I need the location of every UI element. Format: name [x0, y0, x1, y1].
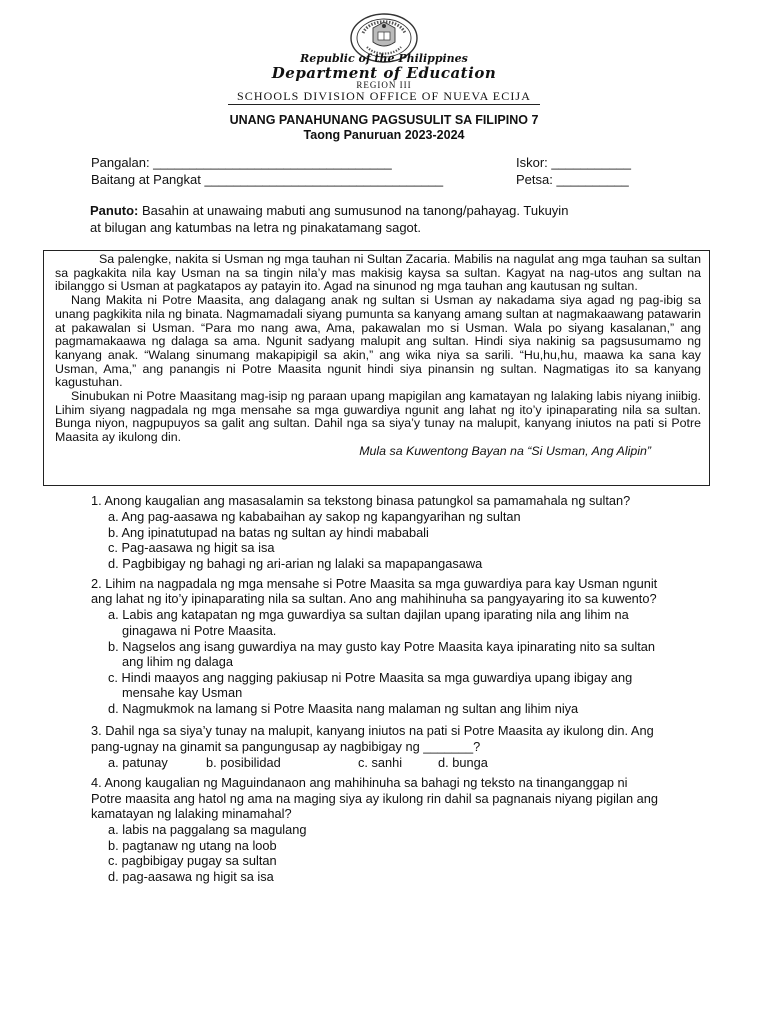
passage-source: Mula sa Kuwentong Bayan na “Si Usman, Ang Alipin”	[359, 443, 651, 458]
question-3-option-b[interactable]: b. posibilidad	[206, 755, 281, 770]
question-2-option-b[interactable]: b. Nagselos ang isang guwardiya na may gusto kay Potre Maasita kaya ipinarating nito sa sultan	[108, 639, 656, 654]
question-3-option-a[interactable]: a. patunay	[108, 755, 168, 770]
letterhead-division: SCHOOLS DIVISION OFFICE OF NUEVA ECIJA	[237, 89, 531, 103]
question-2-option-a-cont: ginagawa ni Potre Maasita.	[122, 623, 277, 638]
name-field[interactable]: Pangalan: _________________________________	[91, 155, 392, 170]
exam-title: UNANG PANAHUNANG PAGSUSULIT SA FILIPINO 7	[229, 113, 539, 127]
directions-label: Panuto:	[90, 203, 139, 218]
question-3-option-c[interactable]: c. sanhi	[358, 755, 403, 770]
reading-passage	[43, 250, 710, 486]
score-field[interactable]: Iskor: ___________	[516, 155, 631, 170]
question-2-option-d[interactable]: d. Nagmukmok na lamang si Potre Maasita nang malaman ng sultan ang lihim niya	[108, 701, 579, 716]
passage-paragraph-3: Sinubukan ni Potre Maasitang mag-isip ng paraan upang mapigilan ang kamatayan ng lalaking labis niyang iniibig. Lihim siyang nagpadala ng mga mensahe sa mga guwardiya ngunit ang lahat ng ito’y ipinaparating nila sa sultan. Bunga niyon, nagpupuyos sa galit ang sultan. Dahil nga sa siya’y tunay na malupit, kanyang iniutos na pati si Potre Maasita ay ikulong din.	[55, 389, 701, 445]
question-3-option-d[interactable]: d. bunga	[438, 755, 488, 770]
date-field[interactable]: Petsa: __________	[516, 172, 629, 187]
passage-paragraph-1: Sa palengke, nakita si Usman ng mga tauhan ni Sultan Zacaria. Mabilis na nagulat ang mga tauhan sa sultan sa pagkakita nila kay Usman na sa tingin nila’y mas makisig kaysa sa sultan. Kagyat na nag-utos ang sultan na ibilanggo si Usman at pagkatapos ay patayin ito. Agad na sinunod ng mga tauhan ang kautusan ng sultan.	[55, 252, 701, 294]
question-4-option-d[interactable]: d. pag-aasawa ng higit sa isa	[108, 869, 274, 884]
question-2-option-b-cont: ang lihim ng dalaga	[122, 654, 233, 669]
question-1-option-b[interactable]: b. Ang ipinatutupad na batas ng sultan ay hindi mababali	[108, 525, 429, 540]
directions	[90, 202, 690, 236]
question-3-options	[108, 755, 528, 771]
question-1-stem: 1. Anong kaugalian ang masasalamin sa tekstong binasa patungkol sa pamamahala ng sultan?	[91, 493, 631, 508]
question-2-stem-line-2: ang lahat ng ito’y ipinaparating nila sa sultan. Ano ang mahihinuha sa pangyayaring ito sa kuwento?	[91, 591, 657, 606]
question-2-stem-line-1: 2. Lihim na nagpadala ng mga mensahe si Potre Maasita sa mga guwardiya para kay Usman ngunit	[91, 576, 658, 591]
question-2-option-c[interactable]: c. Hindi maayos ang nagging pakiusap ni Potre Maasita sa mga guwardiya upang ibigay ang	[108, 670, 633, 685]
question-4-stem-line-1: 4. Anong kaugalian ng Maguindanaon ang mahihinuha sa bahagi ng teksto na tinanganggap ni	[91, 775, 628, 790]
grade-section-field[interactable]: Baitang at Pangkat _________________________________	[91, 172, 444, 187]
letterhead-divider	[228, 104, 540, 105]
question-1-option-a[interactable]: a. Ang pag-aasawa ng kababaihan ay sakop ng kapangyarihan ng sultan	[108, 509, 521, 524]
question-3-stem-line-2: pang-ugnay na ginamit sa pangungusap ay nagbibigay ng _______?	[91, 739, 481, 754]
question-2-option-c-cont: mensahe kay Usman	[122, 685, 243, 700]
directions-text-2: at bilugan ang katumbas na letra ng pinakatamang sagot.	[90, 220, 422, 235]
question-1-option-d[interactable]: d. Pagbibigay ng bahagi ng ari-arian ng lalaki sa mapapangasawa	[108, 556, 483, 571]
letterhead-region: REGION III	[356, 80, 412, 90]
question-4-stem-line-2: Potre maasita ang hatol ng ama na maging siya ay ikulong rin dahil sa pagnanais niyang pigilan ang	[91, 791, 658, 806]
exam-school-year: Taong Panuruan 2023-2024	[303, 128, 465, 142]
passage-paragraph-2: Nang Makita ni Potre Maasita, ang dalagang anak ng sultan si Usman ay nakadama siya agad ng pag-ibig sa unang pagkikita nila ng binata. Nagmamadali siyang pumunta sa kanyang amang sultan at nagmakaawang patawarin at pakawalan si Usman. “Para mo nang awa, Ama, pakawalan mo si Usman. Wala po siyang kasalanan,” ang pagmamakaawa ng dalaga sa ama. Ngunit sadyang malupit ang sultan. Hindi siya nakinig sa pagsusumamo ng kanyang anak. “Walang sinumang makapipigil sa akin,” ang wika niya sa sarili. “Hu,hu,hu, maawa ka sana kay Usman, Ama,” ang panangis ni Potre Maasita ngunit hindi siya pinansin ng sultan. Nagmatigas ito sa kanyang kagustuhan.	[55, 293, 701, 390]
question-1-option-c[interactable]: c. Pag-aasawa ng higit sa isa	[108, 540, 275, 555]
letterhead-department: Department of Education	[271, 64, 497, 82]
question-2-option-a[interactable]: a. Labis ang katapatan ng mga guwardiya sa sultan dajilan upang iparating nila ang lihim na	[108, 607, 629, 622]
question-4-option-c[interactable]: c. pagbibigay pugay sa sultan	[108, 853, 277, 868]
question-4-stem-line-3: kamatayan ng lalaking minamahal?	[91, 806, 292, 821]
directions-text-1: Basahin at unawaing mabuti ang sumusunod na tanong/pahayag. Tukuyin	[138, 203, 569, 218]
letterhead-republic: Republic of the Philippines	[300, 52, 468, 65]
question-3-stem-line-1: 3. Dahil nga sa siya’y tunay na malupit, kanyang iniutos na pati si Potre Maasita ay ikulong din. Ang	[91, 723, 654, 738]
question-4-option-b[interactable]: b. pagtanaw ng utang na loob	[108, 838, 277, 853]
question-4-option-a[interactable]: a. labis na paggalang sa magulang	[108, 822, 307, 837]
